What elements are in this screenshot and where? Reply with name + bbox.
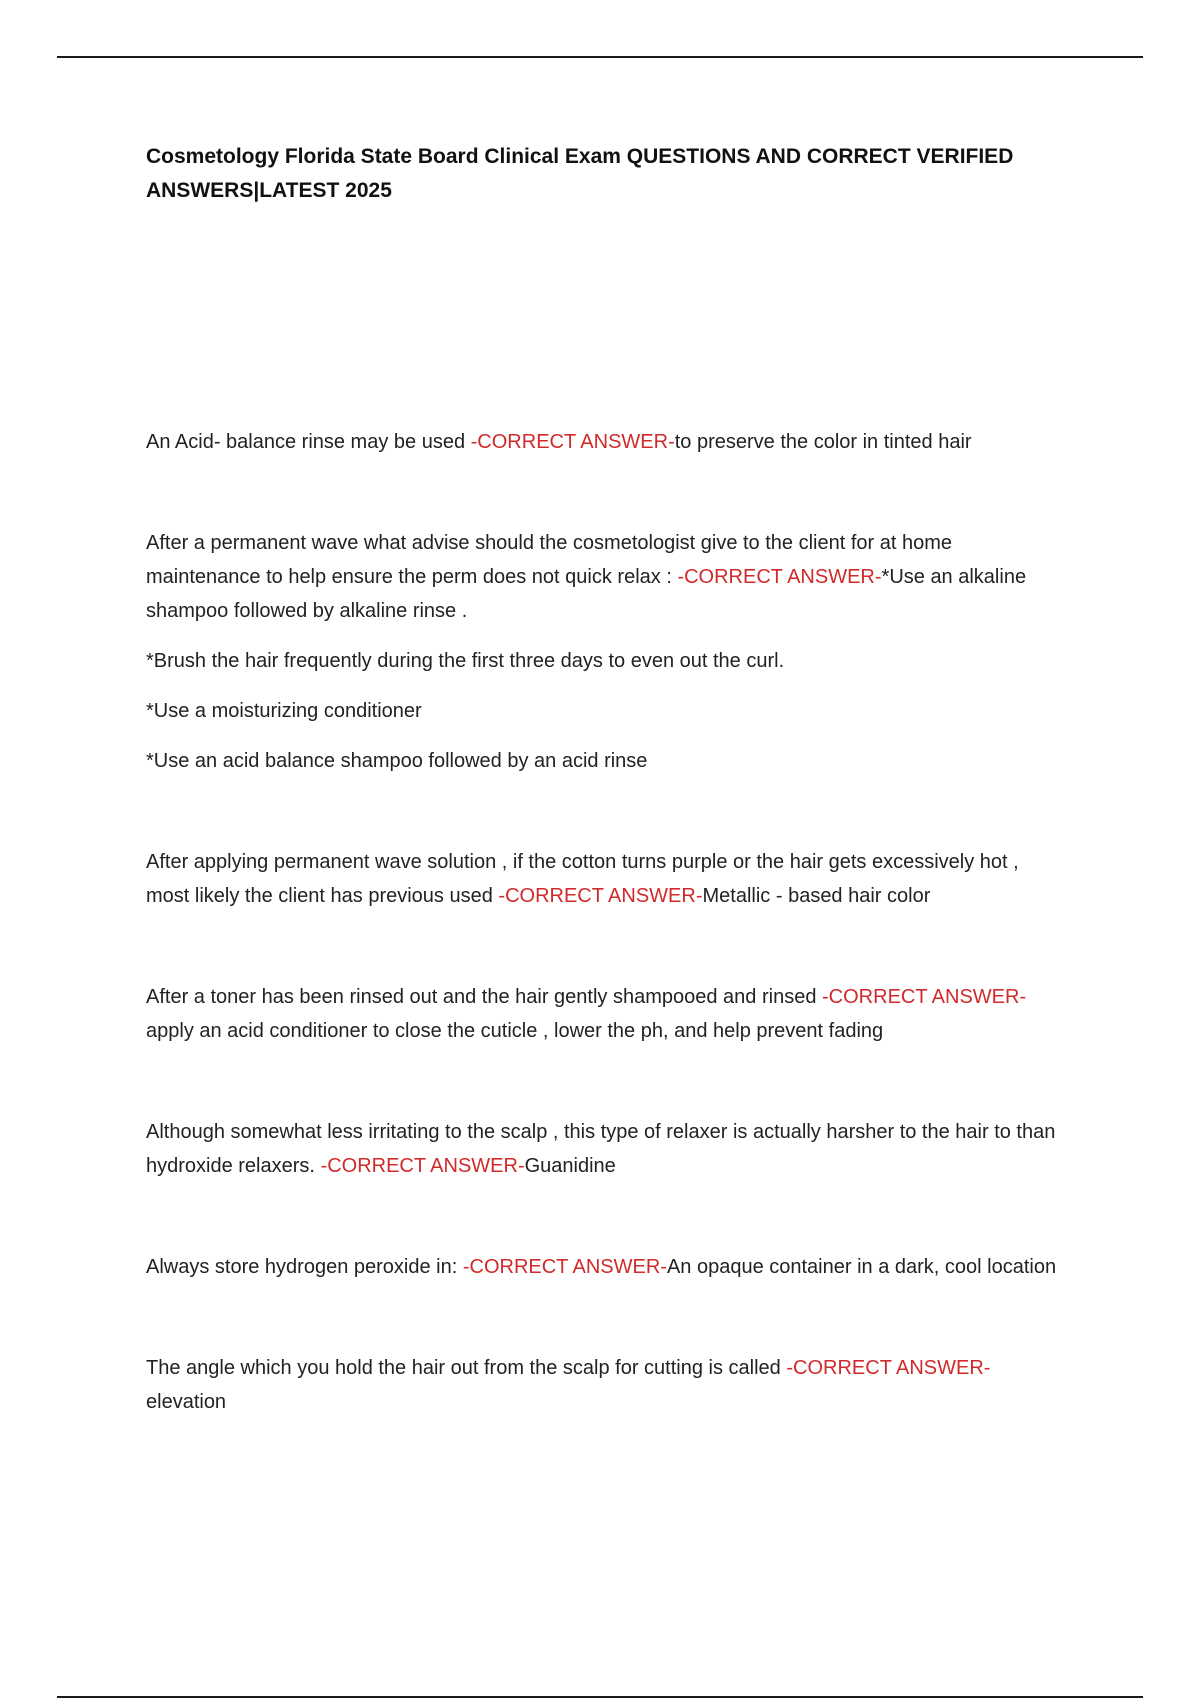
qa-list (146, 425, 1066, 1419)
qa-text (146, 980, 1066, 1048)
qa-text (146, 1351, 1066, 1419)
correct-answer-marker: -CORRECT ANSWER- (498, 885, 703, 907)
bottom-rule (57, 1696, 1143, 1698)
qa-item (146, 425, 1066, 459)
qa-item (146, 1250, 1066, 1284)
question-text: The angle which you hold the hair out from the scalp for cutting is called (146, 1357, 787, 1379)
question-text: After a toner has been rinsed out and the hair gently shampooed and rinsed (146, 986, 823, 1008)
correct-answer-marker: -CORRECT ANSWER- (786, 1357, 991, 1379)
answer-option: *Use an acid balance shampoo followed by an acid rinse (146, 750, 648, 772)
page-content (146, 140, 1066, 1413)
answer-text: Guanidine (524, 1155, 616, 1177)
qa-text (146, 526, 1066, 628)
correct-answer-marker: -CORRECT ANSWER- (470, 431, 675, 453)
correct-answer-marker: -CORRECT ANSWER- (677, 566, 882, 588)
answer-text: *Use an alkaline shampoo followed by alkaline rinse . (146, 566, 1027, 622)
qa-text (146, 1250, 1066, 1284)
correct-answer-marker: -CORRECT ANSWER- (462, 1256, 667, 1278)
question-text: An Acid- balance rinse may be used (146, 431, 471, 453)
answer-text: apply an acid conditioner to close the cuticle , lower the ph, and help prevent fading (146, 1020, 884, 1042)
answer-option: *Use a moisturizing conditioner (146, 700, 422, 722)
qa-text (146, 845, 1066, 913)
answer-text: elevation (146, 1391, 227, 1413)
qa-text (146, 1115, 1066, 1183)
answer-text: An opaque container in a dark, cool location (666, 1256, 1057, 1278)
question-text: Always store hydrogen peroxide in: (146, 1256, 463, 1278)
qa-item (146, 845, 1066, 913)
document-title: Cosmetology Florida State Board Clinical Exam QUESTIONS AND CORRECT VERIFIED ANSWERS|LATEST 2025 (146, 145, 1014, 202)
correct-answer-marker: -CORRECT ANSWER- (320, 1155, 525, 1177)
question-text: After a permanent wave what advise should the cosmetologist give to the client for at home maintenance to help ensure the perm does not quick relax : (146, 532, 952, 588)
qa-item (146, 526, 1066, 778)
correct-answer-marker: -CORRECT ANSWER- (822, 986, 1027, 1008)
qa-item (146, 1115, 1066, 1183)
answer-option: *Brush the hair frequently during the first three days to even out the curl. (146, 650, 785, 672)
question-text: Although somewhat less irritating to the scalp , this type of relaxer is actually harsher to the hair to than hydroxide relaxers. (146, 1121, 1056, 1177)
answer-text: Metallic - based hair color (702, 885, 931, 907)
qa-item (146, 980, 1066, 1048)
qa-item (146, 1351, 1066, 1419)
question-text: After applying permanent wave solution , if the cotton turns purple or the hair gets excessively hot , most likely the client has previous used (146, 851, 1019, 907)
qa-text (146, 425, 1066, 459)
answer-text: to preserve the color in tinted hair (674, 431, 972, 453)
top-rule (57, 56, 1143, 58)
